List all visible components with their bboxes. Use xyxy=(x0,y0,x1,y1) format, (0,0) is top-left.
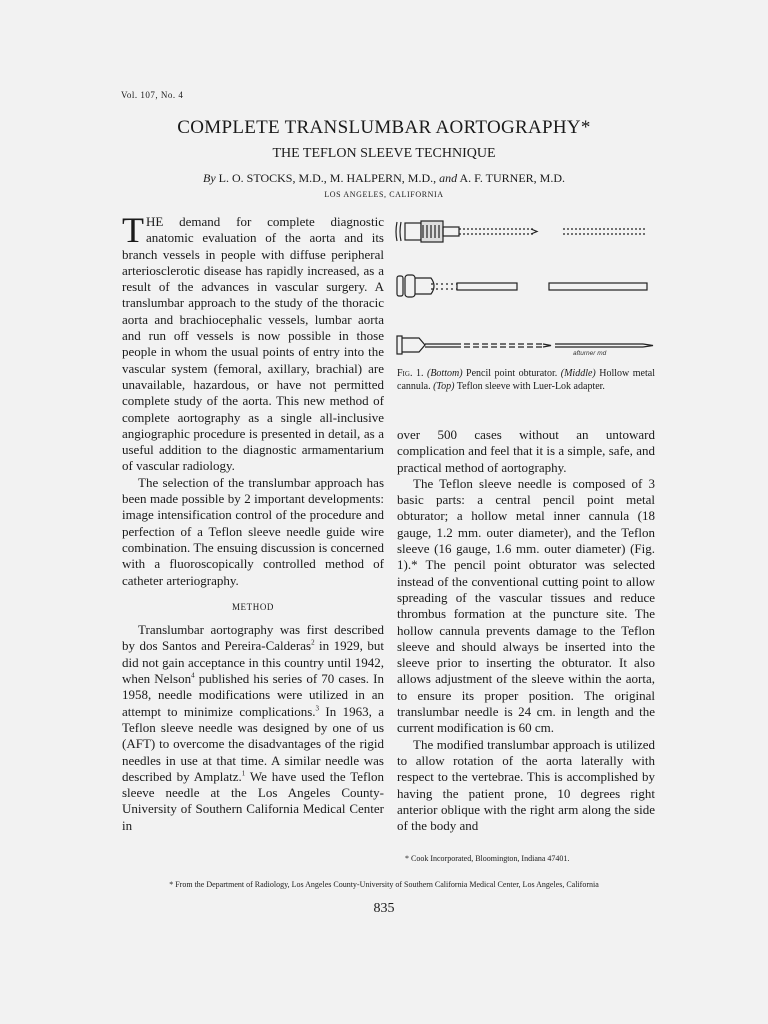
intro-paragraph xyxy=(122,210,384,475)
authors-part-2: A. F. TURNER, M.D. xyxy=(459,171,565,185)
figure-1-needle-illustration xyxy=(395,214,657,364)
drop-cap: T xyxy=(122,210,144,250)
volume-info: Vol. 107, No. 4 xyxy=(121,90,184,100)
left-column xyxy=(122,210,384,834)
manufacturer-footnote: * Cook Incorporated, Bloomington, Indiana 47401. xyxy=(405,854,570,863)
hollow-cannula-drawing xyxy=(397,275,647,297)
authors-by: By xyxy=(203,171,216,185)
figure-1-caption: Fig. 1. (Bottom) Pencil point obturator. (Middle) Hollow metal cannula. (Top) Teflon sleeve with Luer-Lok adapter. xyxy=(397,368,655,392)
teflon-sleeve-drawing xyxy=(396,221,647,242)
intro-text: HE demand for complete diagnostic anatomic evaluation of the aorta and its branch vessels in people with diffuse peripheral arteriosclerotic disease has rapidly increased, as a result of the advances in vascular surgery. A translumbar approach to the study of the thoracic aorta and brachiocephalic vessels, lumbar aorta and run off vessels is now possible in those people in whom the usual points of entry into the vascular system (femoral, axillary, brachial) are unavailable, hazardous, or have not permitted complete study of the aorta. This new method of complete aortography as a single all-inclusive angiographic procedure is presented in detail, as a useful addition to the diagnostic armamentarium of vascular radiology. xyxy=(122,214,384,474)
approach-paragraph: The modified translumbar approach is utilized to allow rotation of the aorta laterally with respect to the vertebrae. This is accomplished by having the patient prone, 10 degrees right anterior oblique with the right arm along the side of the body and xyxy=(397,736,655,834)
author-location: LOS ANGELES, CALIFORNIA xyxy=(324,190,444,199)
citation-ref: 3 xyxy=(315,704,320,713)
citation-ref: 2 xyxy=(311,639,315,648)
right-column xyxy=(397,427,655,834)
authors-part-1: L. O. STOCKS, M.D., M. HALPERN, M.D., xyxy=(218,171,437,185)
article-subtitle: THE TEFLON SLEEVE TECHNIQUE xyxy=(272,146,496,161)
continuation-paragraph: over 500 cases without an untoward complication and feel that it is a simple, safe, and practical method of aortography. xyxy=(397,427,655,475)
needle-drawing xyxy=(395,214,657,364)
citation-ref: 4 xyxy=(191,671,195,680)
illustrator-signature: afturner md xyxy=(573,350,607,357)
caption-label: Fig. 1. xyxy=(397,368,424,379)
needle-description-paragraph: The Teflon sleeve needle is composed of 3 basic parts: a central pencil point metal obturator; a hollow metal inner cannula (18 gauge, 1.2 mm. outer diameter), and the Teflon sleeve (16 gauge, 1.6 mm. outer diameter) (Fig. 1).* The pencil point obturator was selected instead of the conventional cutting point to allow spreading of the vascular tissues and reduce thrombus formation at the puncture site. The hollow cannula prevents damage to the Teflon sleeve and should always be inserted into the sleeve prior to inserting the obturator. It also allows adjustment of the sleeve within the aorta, to ensure its proper position. The original translumbar needle is 24 cm. in length and the current modification is 60 cm. xyxy=(397,475,655,736)
history-paragraph: Translumbar aortography was first described by dos Santos and Pereira-Calderas$^2$ in 1929, but did not gain acceptance in this country until 1942, when Nelson$^4$ published his series of 70 cases. In 1958, needle modifications were utilized in an attempt to minimize complications.$^3$ In 1963, a Teflon sleeve needle was designed by one of us (AFT) to overcome the disadvantages of the rigid needles in use at that time. A similar needle was described by Amplatz.$^1$ We have used the Teflon sleeve needle at the Los Angeles County-University of Southern California Medical Center in xyxy=(122,622,384,833)
selection-paragraph: The selection of the translumbar approach has been made possible by 2 important developments: image intensification control of the procedure and perfection of a Teflon sleeve needle guide wire combination. The ensuing discussion is concerned with a fluoroscopically controlled method of catheter arteriography. xyxy=(122,474,384,588)
article-title: COMPLETE TRANSLUMBAR AORTOGRAPHY* xyxy=(177,117,591,138)
page-number: 835 xyxy=(373,901,395,916)
authors-and: and xyxy=(439,171,458,185)
section-heading-method: METHOD xyxy=(231,601,275,612)
author-line xyxy=(0,171,768,186)
affiliation-footnote: * From the Department of Radiology, Los Angeles County-University of Southern California Medical Center, Los Angeles, California xyxy=(169,880,599,889)
obturator-drawing xyxy=(397,336,653,354)
citation-ref: 1 xyxy=(241,769,246,778)
